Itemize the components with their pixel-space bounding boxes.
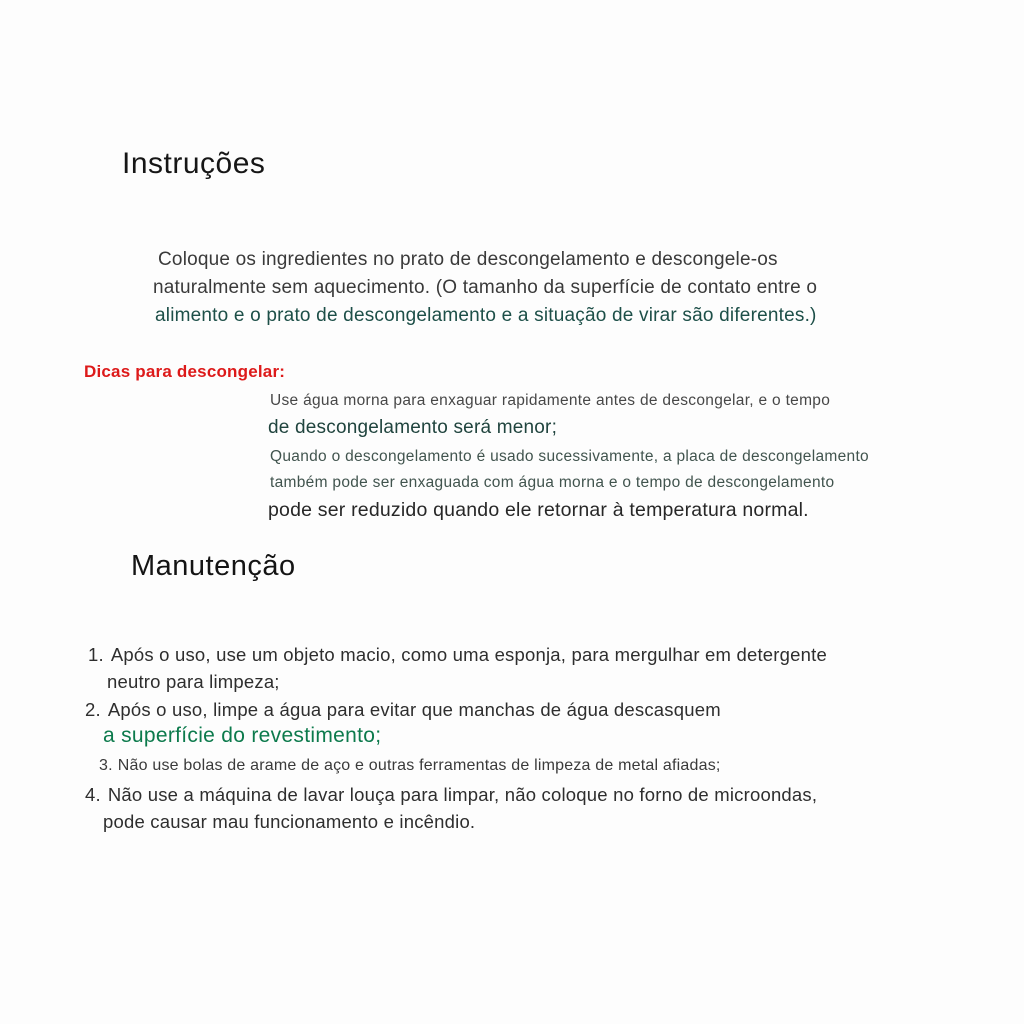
defrost-tip-line-3: Quando o descongelamento é usado sucessivamente, a placa de descongelamento xyxy=(270,448,869,465)
item-2-text: Após o uso, limpe a água para evitar que manchas de água descasquem xyxy=(107,699,721,720)
maintenance-item-2-line-2-highlight: a superfície do revestimento; xyxy=(103,724,382,747)
intro-line-1: Coloque os ingredientes no prato de descongelamento e descongele-os xyxy=(158,249,778,270)
maintenance-item-1-line-2: neutro para limpeza; xyxy=(107,671,280,692)
defrost-tips-heading: Dicas para descongelar: xyxy=(84,362,286,381)
item-1-text: Após o uso, use um objeto macio, como uma esponja, para mergulhar em detergente xyxy=(110,644,827,665)
maintenance-item-4-line-1 xyxy=(85,784,817,806)
item-3-text: Não use bolas de arame de aço e outras ferramentas de limpeza de metal afiadas; xyxy=(117,757,721,774)
defrost-tip-line-1: Use água morna para enxaguar rapidamente antes de descongelar, e o tempo xyxy=(270,392,831,409)
maintenance-item-2-line-1 xyxy=(85,699,721,721)
defrost-tip-line-4: também pode ser enxaguada com água morna e o tempo de descongelamento xyxy=(270,474,835,491)
instructions-title: Instruções xyxy=(122,147,266,180)
item-2-number: 2. xyxy=(85,699,101,720)
maintenance-item-3-line-1 xyxy=(99,757,721,775)
item-4-number: 4. xyxy=(85,784,101,805)
intro-line-2: naturalmente sem aquecimento. (O tamanho da superfície de contato entre o xyxy=(153,277,818,298)
defrost-tip-line-5: pode ser reduzido quando ele retornar à temperatura normal. xyxy=(268,499,809,521)
maintenance-item-1-line-1 xyxy=(88,644,827,666)
maintenance-title: Manutenção xyxy=(131,550,296,582)
item-4-text: Não use a máquina de lavar louça para limpar, não coloque no forno de microondas, xyxy=(107,784,818,805)
item-3-number: 3. xyxy=(99,757,113,774)
item-1-number: 1. xyxy=(88,644,104,665)
maintenance-item-4-line-2: pode causar mau funcionamento e incêndio. xyxy=(103,811,476,832)
intro-line-3: alimento e o prato de descongelamento e a situação de virar são diferentes.) xyxy=(155,305,817,326)
defrost-tip-line-2: de descongelamento será menor; xyxy=(268,417,558,438)
